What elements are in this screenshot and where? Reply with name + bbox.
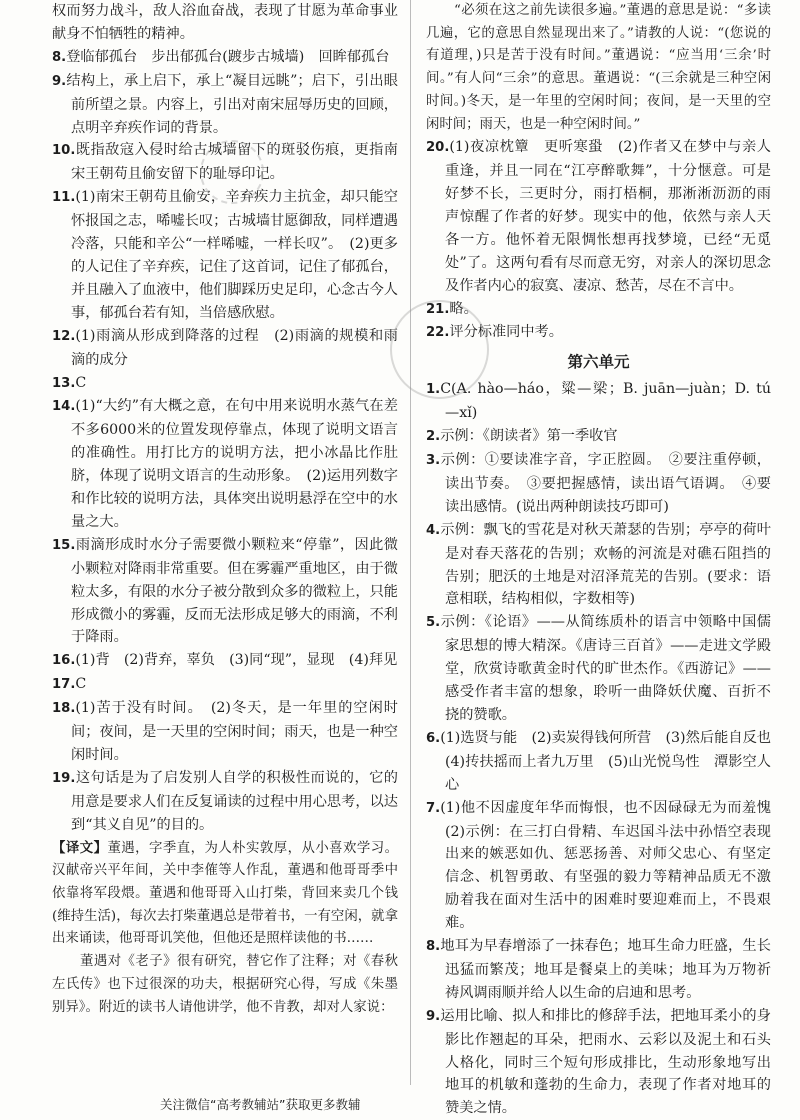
answer-text: 示例：①要读准字音，字正腔圆。 ②要注重停顿，读出节奏。 ③要把握感情，读出语气语调。 ④要读出感情。(说出两种朗读技巧即可) xyxy=(440,452,771,515)
answer-number: 17. xyxy=(52,677,76,693)
translation-para-1: 【译文】董遇，字季直，为人朴实敦厚，从小喜欢学习。汉献帝兴平年间，关中李傕等人作乱，董遇和他哥哥季中依靠将军段煨。董遇和他哥哥入山打柴，背回来卖几个钱(维持生活)，每次去打柴董遇总是带着书，一有空闲，就拿出来诵读，他哥哥讥笑他，但他还是照样读他的书…… xyxy=(52,839,399,947)
footer-wechat-note: 关注微信“高考教辅站”获取更多教辅 xyxy=(160,1097,361,1112)
answer-item xyxy=(426,519,771,612)
answer-text: 运用比喻、拟人和排比的修辞手法，把地耳柔小的身影比作翘起的耳朵，把雨水、云彩以及泥土和石头人格化，同时三个短句形成排比，生动形象地写出地耳的机敏和蓬勃的生命力，表现了作者对地耳的赞美之情。 xyxy=(440,1007,771,1117)
answer-text: 示例：《论语》——从简练质朴的语言中领略中国儒家思想的博大精深。《唐诗三百首》——走进文学殿堂，欣赏诗歌黄金时代的旷世杰作。《西游记》——感受作者丰富的想象，聆听一曲降妖伏魔、百折不挠的赞歌。 xyxy=(440,614,771,723)
answer-item xyxy=(52,46,398,70)
answer-text: (1)雨滴从形成到降落的过程 (2)雨滴的规模和雨滴的成分 xyxy=(71,327,398,368)
answer-item xyxy=(426,449,771,519)
answer-text: 略。 xyxy=(449,300,478,317)
answer-item xyxy=(52,0,398,46)
answer-number: 11. xyxy=(52,190,76,206)
answer-item xyxy=(426,425,771,449)
answer-number: 19. xyxy=(52,770,76,786)
answer-text: 评分标准同中考。 xyxy=(449,324,563,341)
right-column xyxy=(426,0,786,1120)
left-answer-list xyxy=(52,0,398,837)
answer-number: 5. xyxy=(426,615,441,631)
right-answer-list xyxy=(426,136,771,345)
answer-number: 3. xyxy=(426,453,441,468)
answer-item xyxy=(52,534,398,650)
answer-number: 9. xyxy=(52,73,67,89)
answer-item xyxy=(52,767,398,837)
answer-item xyxy=(52,70,398,140)
answer-text: 这句话是为了启发别人自学的积极性而说的，它的用意是要求人们在反复诵读的过程中用心思考，以达到“其义自见”的目的。 xyxy=(71,769,398,833)
answer-text: (1)背 (2)背弃，辜负 (3)同“现”，显现 (4)拜见 xyxy=(75,652,398,669)
answer-text: 示例：《朗读者》第一季收官 xyxy=(440,428,618,445)
page-footer xyxy=(0,1088,800,1117)
answer-text: “必须在这之前先读很多遍。”董遇的意思是说：“多读几遍，它的意思自然显现出来了。”请教的人说：“(您说的有道理，)只是苦于没有时间。”董遇说：“应当用‘三余’时间。”有人问“三余”的意思。董遇说：“(三余就是三种空闲时间。)冬天，是一年里的空闲时间；夜间，是一天里的空闲时间；雨天，也是一种空闲时间。” xyxy=(426,3,771,132)
answer-text: 既指敌寇入侵时给古城墙留下的斑驳伤痕，更指南宋王朝苟且偷安留下的耻辱印记。 xyxy=(71,142,398,183)
answer-number: 8. xyxy=(426,939,441,955)
answer-text: (1)南宋王朝苟且偷安，辛弃疾力主抗金，却只能空怀报国之志，唏嘘长叹；古城墙甘愿御敌，同样遭遇冷落，只能和辛公“一样唏嘘，一样长叹”。 (2)更多的人记住了辛弃疾，记住了这首词，记住了郁孤台，并且融入了血液中，他们脚踩历史足印，心念古今人事，郁孤台若有知，当倍感欣慰。 xyxy=(71,189,398,321)
answer-number: 22. xyxy=(426,325,450,341)
answer-number: 13. xyxy=(52,375,76,391)
column-divider xyxy=(410,0,411,1085)
unit-title: 第六单元 xyxy=(567,353,630,372)
answer-item xyxy=(426,797,786,935)
answer-text: (1)苦于没有时间。 (2)冬天，是一年里的空闲时间；夜间，是一天里的空闲时间；雨天，也是一种空闲时间。 xyxy=(71,700,398,763)
answer-item xyxy=(52,649,398,673)
answer-text: 雨滴形成时水分子需要微小颗粒来“停靠”，因此微小颗粒对降雨非常重要。但在雾霾严重地区，由于微粒太多，有限的水分子被分散到众多的微粒上，只能形成微小的雾霾，反而无法形成足够大的雨滴，不利于降雨。 xyxy=(71,536,398,646)
answer-number: 10. xyxy=(52,143,76,159)
answer-item xyxy=(52,395,398,533)
translation-block xyxy=(52,837,398,1020)
answer-item xyxy=(52,673,398,697)
answer-text: 登临郁孤台 步出郁孤台(踱步古城墙) 回眸郁孤台 xyxy=(66,48,390,65)
answer-item xyxy=(426,935,771,1005)
answer-item xyxy=(426,0,771,136)
answer-text: (1)选贤与能 (2)卖炭得钱何所营 (3)然后能自反也 (4)抟扶摇而上者九万里 (5)山光悦鸟性 潭影空人心 xyxy=(440,729,786,793)
answer-number: 2. xyxy=(426,429,441,445)
answer-item xyxy=(426,136,771,297)
translation-continued xyxy=(426,0,771,136)
answer-text: (1)“大约”有大概之意，在句中用来说明水蒸气在差不多6000米的位置发现停靠点，体现了说明文语言的准确性。用打比方的说明方法，把小冰晶比作肚脐，体现了说明文语言的生动形象。 (2)运用列数字和作比较的说明方法，具体突出说明悬浮在空中的水量之大。 xyxy=(71,398,398,530)
answer-text: C xyxy=(75,676,87,693)
answer-item xyxy=(52,186,398,324)
answer-text: 地耳为早春增添了一抹春色；地耳生命力旺盛，生长迅猛而繁茂；地耳是餐桌上的美味；地耳为万物祈祷风调雨顺并给人以生命的启迪和思考。 xyxy=(440,938,771,1001)
answer-number: 15. xyxy=(52,537,76,553)
answer-text: (1)夜凉枕簟 更听寒蛩 (2)作者又在梦中与亲人重逢，并且一同在“江亭醉歌舞”，十分惬意。可是好梦不长，三更时分，雨打梧桐，那淅淅沥沥的雨声惊醒了作者的好梦。现实中的他，依然与亲人天各一方。他怀着无限惆怅想再找梦境，已经“无觅处”了。这两句看有尽而意无穷，对亲人的深切思念及作者内心的寂寞、凄凉、愁苦，尽在不言中。 xyxy=(445,139,771,294)
answer-text: 权而努力战斗，敌人浴血奋战，表现了甘愿为革命事业献身不怕牺牲的精神。 xyxy=(52,3,398,42)
answer-number: 20. xyxy=(426,140,450,156)
answer-number: 6. xyxy=(426,730,441,746)
answer-item xyxy=(52,372,398,396)
answer-text: 结构上，承上启下，承上“凝目远眺”；启下，引出眼前所望之景。内容上，引出对南宋屈辱历史的回顾，点明辛弃疾作词的背景。 xyxy=(66,72,398,136)
answer-item xyxy=(52,697,398,767)
answer-number: 7. xyxy=(426,800,441,816)
answer-number: 8. xyxy=(52,49,67,65)
watermark-stamp xyxy=(390,300,489,399)
answer-item xyxy=(426,378,771,425)
answer-number: 9. xyxy=(426,1008,441,1024)
translation-para-2: 董遇对《老子》很有研究，替它作了注释；对《春秋左氏传》也下过很深的功夫，根据研究心得，写成《朱墨别异》。附近的读书人请他讲学，他不肯教，却对人家说： xyxy=(52,954,398,1015)
answer-number: 18. xyxy=(52,701,76,717)
answer-number: 14. xyxy=(52,399,76,415)
answer-number: 16. xyxy=(52,653,76,669)
answer-item xyxy=(52,325,398,372)
answer-text: C(A. hào—háo，粱—梁；B. juān—juàn；D. tú—xǐ) xyxy=(440,381,771,422)
answer-number: 12. xyxy=(52,328,76,344)
translation-tag: 【译文】 xyxy=(52,839,108,856)
answer-number: 4. xyxy=(426,522,441,538)
answer-item xyxy=(426,727,786,797)
answer-item xyxy=(426,611,771,727)
answer-number: 21. xyxy=(426,301,450,317)
answer-text: C xyxy=(75,374,87,391)
answer-number: 1. xyxy=(426,382,441,398)
flower-stamp xyxy=(200,140,264,204)
answer-text: (1)他不因虚度年华而悔恨，也不因碌碌无为而羞愧 (2)示例：在三打白骨精、车迟国斗法中孙悟空表现出来的嫉恶如仇、惩恶扬善、对师父忠心、有坚定信念、机智勇敢、有坚强的毅力等精神品质无不激励着我在面对生活中的困难时要迎难而上，不畏艰难。 xyxy=(440,799,786,932)
answer-text: 示例：飘飞的雪花是对秋天萧瑟的告别；亭亭的荷叶是对春天落花的告别；欢畅的河流是对礁石阻挡的告别；肥沃的土地是对沼泽荒芜的告别。(要求：语意相联，结构相似，字数相等) xyxy=(440,521,771,608)
unit-six-answer-list xyxy=(426,378,786,1120)
